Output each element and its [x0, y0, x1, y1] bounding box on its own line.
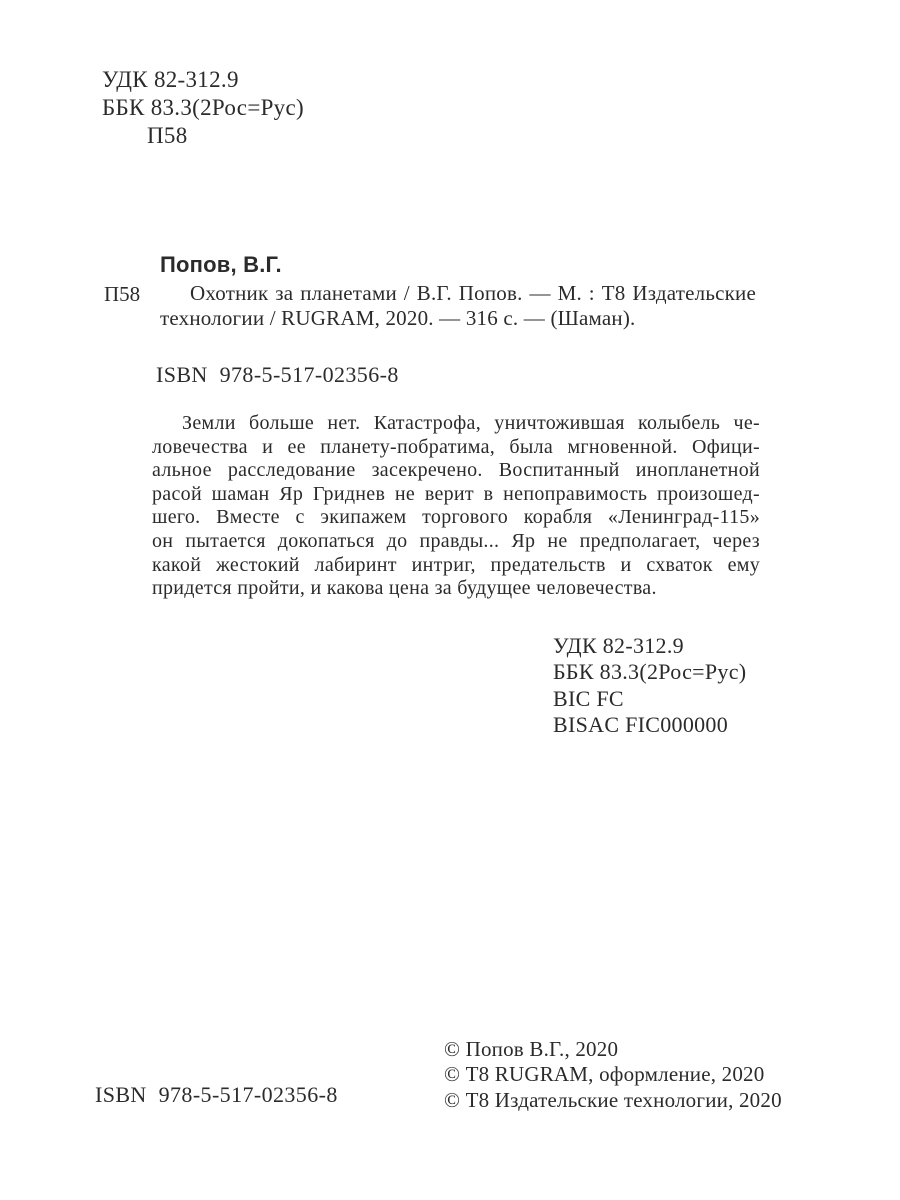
- copyright-block: [444, 1037, 782, 1113]
- catalog-entry-line: технологии / RUGRAM, 2020. — 316 с. — (Шаман).: [160, 306, 636, 331]
- udk-code-right: УДК 82-312.9: [553, 633, 684, 658]
- bbk-code: ББК 83.3(2Рос=Рус): [102, 95, 304, 120]
- annotation-line: он пытается докопаться до правды... Яр не предполагает, через: [152, 529, 760, 552]
- annotation-line: какой жестокий лабиринт интриг, предательств и схваток ему: [152, 553, 760, 576]
- copyright-line: © Т8 Издательские технологии, 2020: [444, 1087, 782, 1112]
- annotation-line: Земли больше нет. Катастрофа, уничтожившая колыбель че-: [182, 412, 760, 434]
- bic-code: BIC FC: [553, 685, 624, 711]
- author-heading: Попов, В.Г.: [160, 252, 282, 277]
- isbn-bottom: ISBN 978-5-517-02356-8: [95, 1082, 338, 1107]
- isbn-top: ISBN 978-5-517-02356-8: [156, 362, 399, 387]
- catalog-entry-line: Охотник за планетами / В.Г. Попов. — М. : Т8 Издательские: [190, 281, 756, 305]
- annotation-paragraph: [152, 412, 760, 601]
- annotation-line: альное расследование засекречено. Воспитанный инопланетной: [152, 459, 760, 482]
- catalog-entry: [160, 281, 756, 332]
- copyright-line: © Т8 RUGRAM, оформление, 2020: [444, 1062, 765, 1087]
- annotation-line: ловечества и ее планету-побратима, была мгновенной. Офици-: [152, 435, 760, 458]
- catalog-entry-code: П58: [104, 282, 141, 306]
- bbk-code-right: ББК 83.3(2Рос=Рус): [553, 659, 747, 685]
- right-classification-block: [553, 633, 746, 739]
- udk-code: УДК 82-312.9: [102, 67, 239, 92]
- bisac-code: BISAC FIC000000: [553, 712, 729, 738]
- annotation-line: шего. Вместе с экипажем торгового корабля «Ленинград-115»: [152, 506, 760, 529]
- annotation-line: расой шаман Яр Гриднев не верит в непоправимость произошед-: [152, 482, 760, 505]
- top-classification-block: [102, 66, 304, 150]
- annotation-line: придется пройти, и какова цена за будущее человечества.: [152, 577, 657, 600]
- copyright-line: © Попов В.Г., 2020: [444, 1037, 619, 1061]
- author-sign-code: П58: [147, 123, 188, 148]
